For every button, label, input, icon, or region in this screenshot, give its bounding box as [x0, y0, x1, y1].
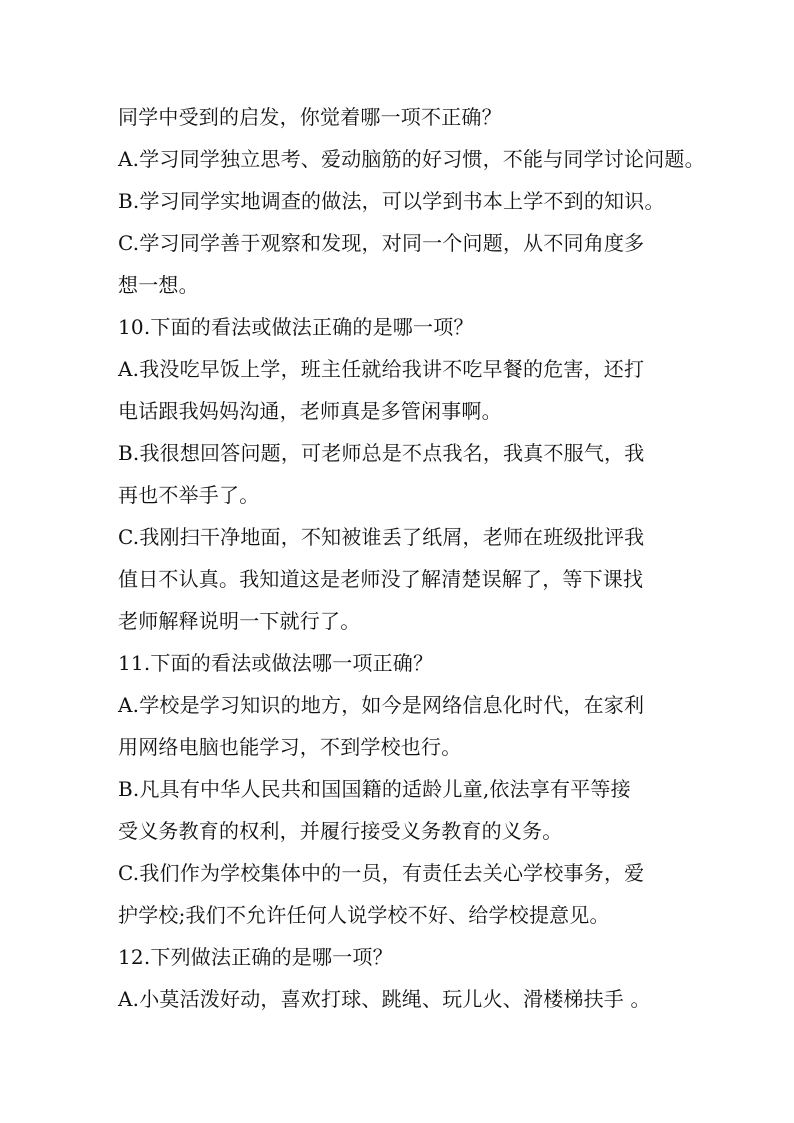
question-11: 11.下面的看法或做法哪一项正确？	[118, 651, 434, 675]
text-line: 再也不举手了。	[118, 483, 260, 507]
question-12: 12.下列做法正确的是哪一项？	[118, 945, 393, 969]
text-line: 受义务教育的权利，并履行接受义务教育的义务。	[118, 819, 563, 843]
text-line: 老师解释说明一下就行了。	[118, 609, 361, 633]
option-b: B.学习同学实地调查的做法，可以学到书本上学不到的知识。	[118, 189, 665, 213]
option-a: A.我没吃早饭上学，班主任就给我讲不吃早餐的危害，还打	[118, 357, 645, 381]
option-c: C.学习同学善于观察和发现，对同一个问题，从不同角度多	[118, 231, 645, 255]
option-a: A.小莫活泼好动，喜欢打球、跳绳、玩儿火、滑楼梯扶手 。	[118, 987, 651, 1011]
option-b: B.凡具有中华人民共和国国籍的适龄儿童,依法享有平等接	[118, 777, 631, 801]
option-c: C.我们作为学校集体中的一员，有责任去关心学校事务，爱	[118, 861, 645, 885]
option-c: C.我刚扫干净地面，不知被谁丢了纸屑，老师在班级批评我	[118, 525, 645, 549]
question-10: 10.下面的看法或做法正确的是哪一项？	[118, 315, 474, 339]
text-line: 用网络电脑也能学习，不到学校也行。	[118, 735, 462, 759]
option-a: A.学习同学独立思考、爱动脑筋的好习惯，不能与同学讨论问题。	[118, 147, 705, 171]
text-line: 同学中受到的启发，你觉着哪一项不正确？	[118, 105, 502, 129]
text-line: 值日不认真。我知道这是老师没了解清楚误解了，等下课找	[118, 567, 644, 591]
option-b: B.我很想回答问题，可老师总是不点我名，我真不服气，我	[118, 441, 645, 465]
text-line: 护学校;我们不允许任何人说学校不好、给学校提意见。	[118, 903, 610, 927]
option-a: A.学校是学习知识的地方，如今是网络信息化时代，在家利	[118, 693, 645, 717]
text-line: 想一想。	[118, 273, 199, 297]
text-line: 电话跟我妈妈沟通，老师真是多管闲事啊。	[118, 399, 502, 423]
